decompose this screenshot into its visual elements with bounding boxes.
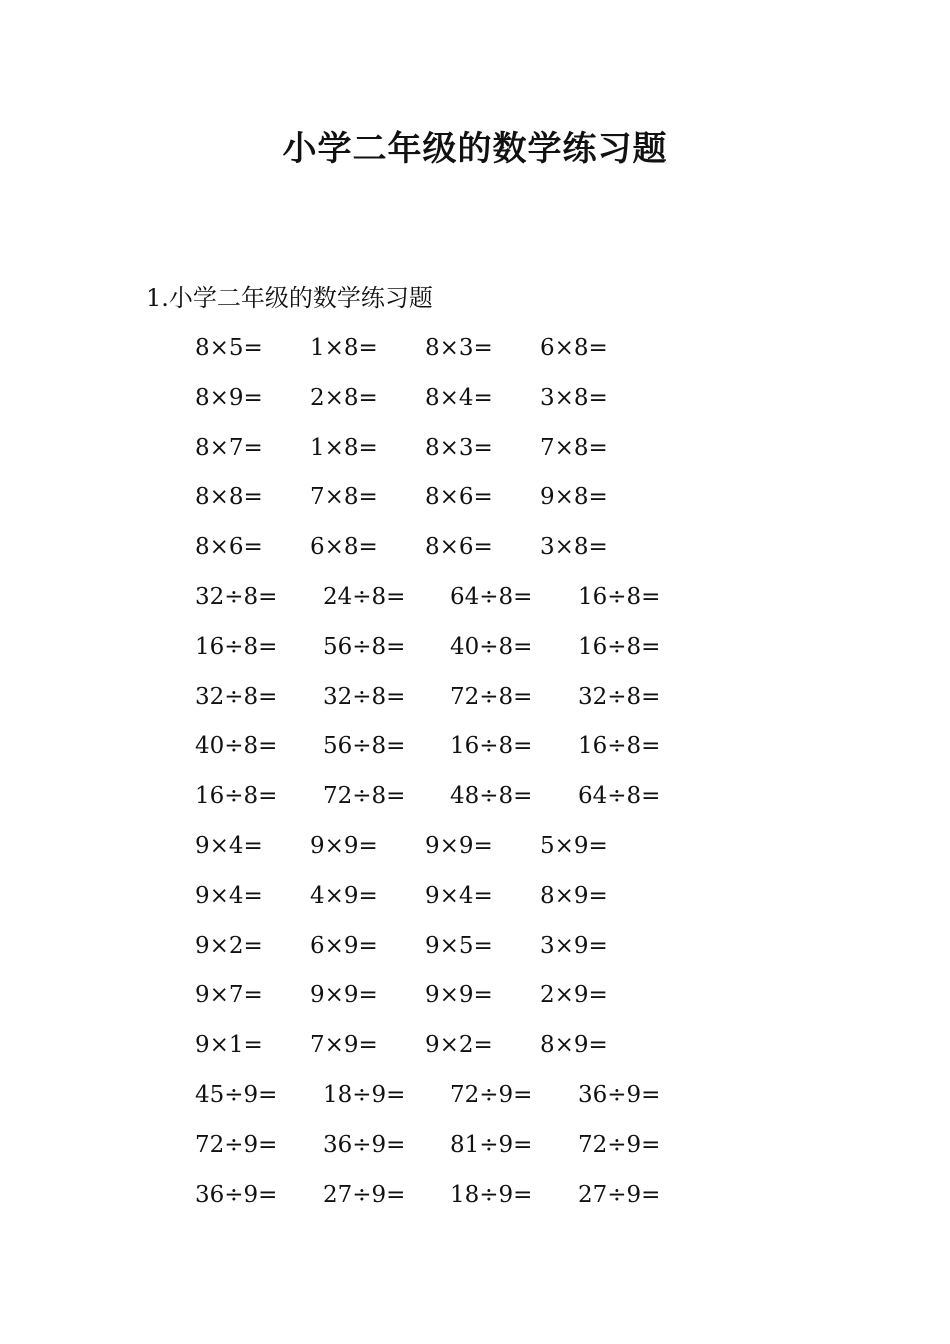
- math-problem: 36÷9=: [323, 1131, 406, 1158]
- math-problem: 9×8=: [540, 484, 608, 511]
- math-problem: 8×6=: [425, 484, 493, 511]
- math-problem: 8×4=: [425, 384, 493, 411]
- math-problem: 9×4=: [425, 882, 493, 909]
- math-problem: 36÷9=: [578, 1081, 661, 1108]
- math-problem: 56÷8=: [323, 633, 406, 660]
- math-problem: 64÷8=: [450, 583, 533, 610]
- math-problem: 6×8=: [540, 335, 608, 361]
- math-problem: 81÷9=: [450, 1131, 533, 1158]
- math-problem: 7×8=: [540, 434, 608, 461]
- math-problem: 8×9=: [540, 882, 608, 909]
- math-problem: 8×9=: [540, 1032, 608, 1059]
- math-problem: 32÷8=: [195, 683, 278, 710]
- math-problem: 72÷9=: [195, 1131, 278, 1158]
- math-problem: 8×5=: [195, 335, 263, 361]
- problem-row: [195, 1078, 755, 1128]
- math-problem: 16÷8=: [450, 733, 533, 760]
- math-problem: 7×9=: [310, 1032, 378, 1059]
- math-problem: 8×7=: [195, 434, 263, 461]
- problem-row: [195, 829, 755, 879]
- problem-row: [195, 480, 755, 530]
- math-problem: 32÷8=: [323, 683, 406, 710]
- math-problem: 18÷9=: [323, 1081, 406, 1108]
- problem-row: [195, 630, 755, 680]
- problem-row: [195, 729, 755, 779]
- math-problem: 36÷9=: [195, 1181, 278, 1208]
- math-problem: 16÷8=: [578, 733, 661, 760]
- math-problem: 2×8=: [310, 384, 378, 411]
- math-problem: 1×8=: [310, 335, 378, 361]
- problem-row: [195, 978, 755, 1028]
- problem-row: [195, 1128, 755, 1178]
- problem-row: [195, 331, 755, 381]
- math-problem: 6×8=: [310, 534, 378, 561]
- math-problem: 8×6=: [195, 534, 263, 561]
- math-problem: 8×3=: [425, 335, 493, 361]
- math-problem: 40÷8=: [195, 733, 278, 760]
- problem-row: [195, 879, 755, 929]
- math-problem: 3×8=: [540, 384, 608, 411]
- math-problem: 3×9=: [540, 932, 608, 959]
- math-problem: 9×2=: [425, 1032, 493, 1059]
- problem-row: [195, 1028, 755, 1078]
- math-problem: 32÷8=: [578, 683, 661, 710]
- math-problem: 48÷8=: [450, 783, 533, 810]
- math-problem: 72÷8=: [323, 783, 406, 810]
- math-problem: 64÷8=: [578, 783, 661, 810]
- math-problem: 8×9=: [195, 384, 263, 411]
- problem-row: [195, 530, 755, 580]
- problem-row: [195, 779, 755, 829]
- problem-row: [195, 1178, 755, 1228]
- math-problem: 9×2=: [195, 932, 263, 959]
- document-title: 小学二年级的数学练习题: [282, 129, 668, 169]
- math-problem: 9×9=: [425, 832, 493, 859]
- math-problem: 8×8=: [195, 484, 263, 511]
- math-problem: 24÷8=: [323, 583, 406, 610]
- math-problem: 2×9=: [540, 982, 608, 1009]
- math-problem: 9×9=: [310, 832, 378, 859]
- problem-row: [195, 580, 755, 630]
- math-problem: 7×8=: [310, 484, 378, 511]
- problem-row: [195, 680, 755, 730]
- math-problem: 16÷8=: [195, 783, 278, 810]
- math-problem: 8×3=: [425, 434, 493, 461]
- math-problem: 45÷9=: [195, 1081, 278, 1108]
- math-problem: 72÷8=: [450, 683, 533, 710]
- problem-row: [195, 381, 755, 431]
- math-problem: 72÷9=: [450, 1081, 533, 1108]
- math-problem: 9×1=: [195, 1032, 263, 1059]
- math-problem: 8×6=: [425, 534, 493, 561]
- math-problem: 1×8=: [310, 434, 378, 461]
- math-problem: 9×4=: [195, 882, 263, 909]
- problem-row: [195, 929, 755, 979]
- math-problem: 72÷9=: [578, 1131, 661, 1158]
- math-problem: 3×8=: [540, 534, 608, 561]
- math-problem: 27÷9=: [323, 1181, 406, 1208]
- math-problem: 9×7=: [195, 982, 263, 1009]
- math-problem: 6×9=: [310, 932, 378, 959]
- math-problem: 16÷8=: [578, 633, 661, 660]
- math-problem: 16÷8=: [195, 633, 278, 660]
- math-problem: 5×9=: [540, 832, 608, 859]
- section-heading: 1.小学二年级的数学练习题: [146, 284, 433, 312]
- problem-row: [195, 431, 755, 481]
- math-problem: 40÷8=: [450, 633, 533, 660]
- math-problem: 32÷8=: [195, 583, 278, 610]
- math-problem: 9×4=: [195, 832, 263, 859]
- math-problem: 9×5=: [425, 932, 493, 959]
- math-problem: 4×9=: [310, 882, 378, 909]
- math-problem: 56÷8=: [323, 733, 406, 760]
- math-problem: 27÷9=: [578, 1181, 661, 1208]
- problem-grid: [195, 331, 755, 1227]
- math-problem: 18÷9=: [450, 1181, 533, 1208]
- math-problem: 9×9=: [425, 982, 493, 1009]
- math-problem: 16÷8=: [578, 583, 661, 610]
- math-problem: 9×9=: [310, 982, 378, 1009]
